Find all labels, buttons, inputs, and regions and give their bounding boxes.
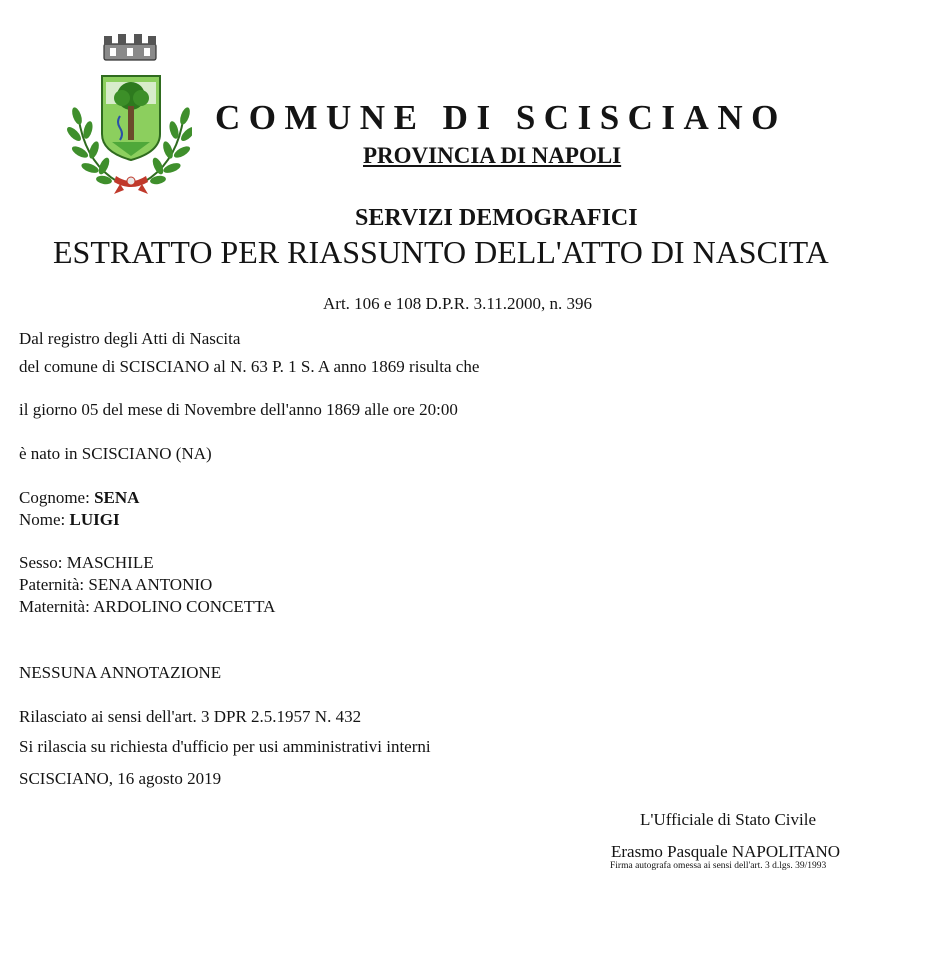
officer-title: L'Ufficiale di Stato Civile <box>640 810 817 829</box>
municipal-crest-icon <box>62 30 192 195</box>
place-date-line: SCISCIANO, 16 agosto 2019 <box>19 769 222 788</box>
document-title: ESTRATTO PER RIASSUNTO DELL'ATTO DI NASCITA <box>53 234 829 270</box>
municipality-name: COMUNE DI SCISCIANO <box>215 98 787 137</box>
crown-icon <box>104 34 156 60</box>
registry-line-2: del comune di SCISCIANO al N. 63 P. 1 S. A anno 1869 risulta che <box>19 357 480 376</box>
registry-line-1: Dal registro degli Atti di Nascita <box>19 329 241 348</box>
purpose-line: Si rilascia su richiesta d'ufficio per usi amministrativi interni <box>19 737 431 756</box>
ribbon-icon <box>114 176 148 194</box>
name-row <box>19 510 120 530</box>
birth-date-line: il giorno 05 del mese di Novembre dell'anno 1869 alle ore 20:00 <box>19 400 458 419</box>
signature-note: Firma autografa omessa ai sensi dell'art. 3 d.lgs. 39/1993 <box>610 861 827 871</box>
issued-line: Rilasciato ai sensi dell'art. 3 DPR 2.5.1957 N. 432 <box>19 707 362 726</box>
sex-line: Sesso: MASCHILE <box>19 553 154 572</box>
annotations-line: NESSUNA ANNOTAZIONE <box>19 663 222 682</box>
surname-label: Cognome: <box>19 488 95 507</box>
surname-value: SENA <box>94 488 140 507</box>
service-heading: SERVIZI DEMOGRAFICI <box>355 205 638 231</box>
maternity-line: Maternità: ARDOLINO CONCETTA <box>19 597 276 616</box>
province-name: PROVINCIA DI NAPOLI <box>363 143 622 168</box>
name-label: Nome: <box>19 510 70 529</box>
name-value: LUIGI <box>69 510 120 529</box>
paternity-line: Paternità: SENA ANTONIO <box>19 575 213 594</box>
shield-icon <box>102 76 160 160</box>
legal-reference: Art. 106 e 108 D.P.R. 3.11.2000, n. 396 <box>323 294 593 313</box>
officer-name: Erasmo Pasquale NAPOLITANO <box>611 842 841 861</box>
birthplace-line: è nato in SCISCIANO (NA) <box>19 444 212 463</box>
surname-row <box>19 488 139 508</box>
